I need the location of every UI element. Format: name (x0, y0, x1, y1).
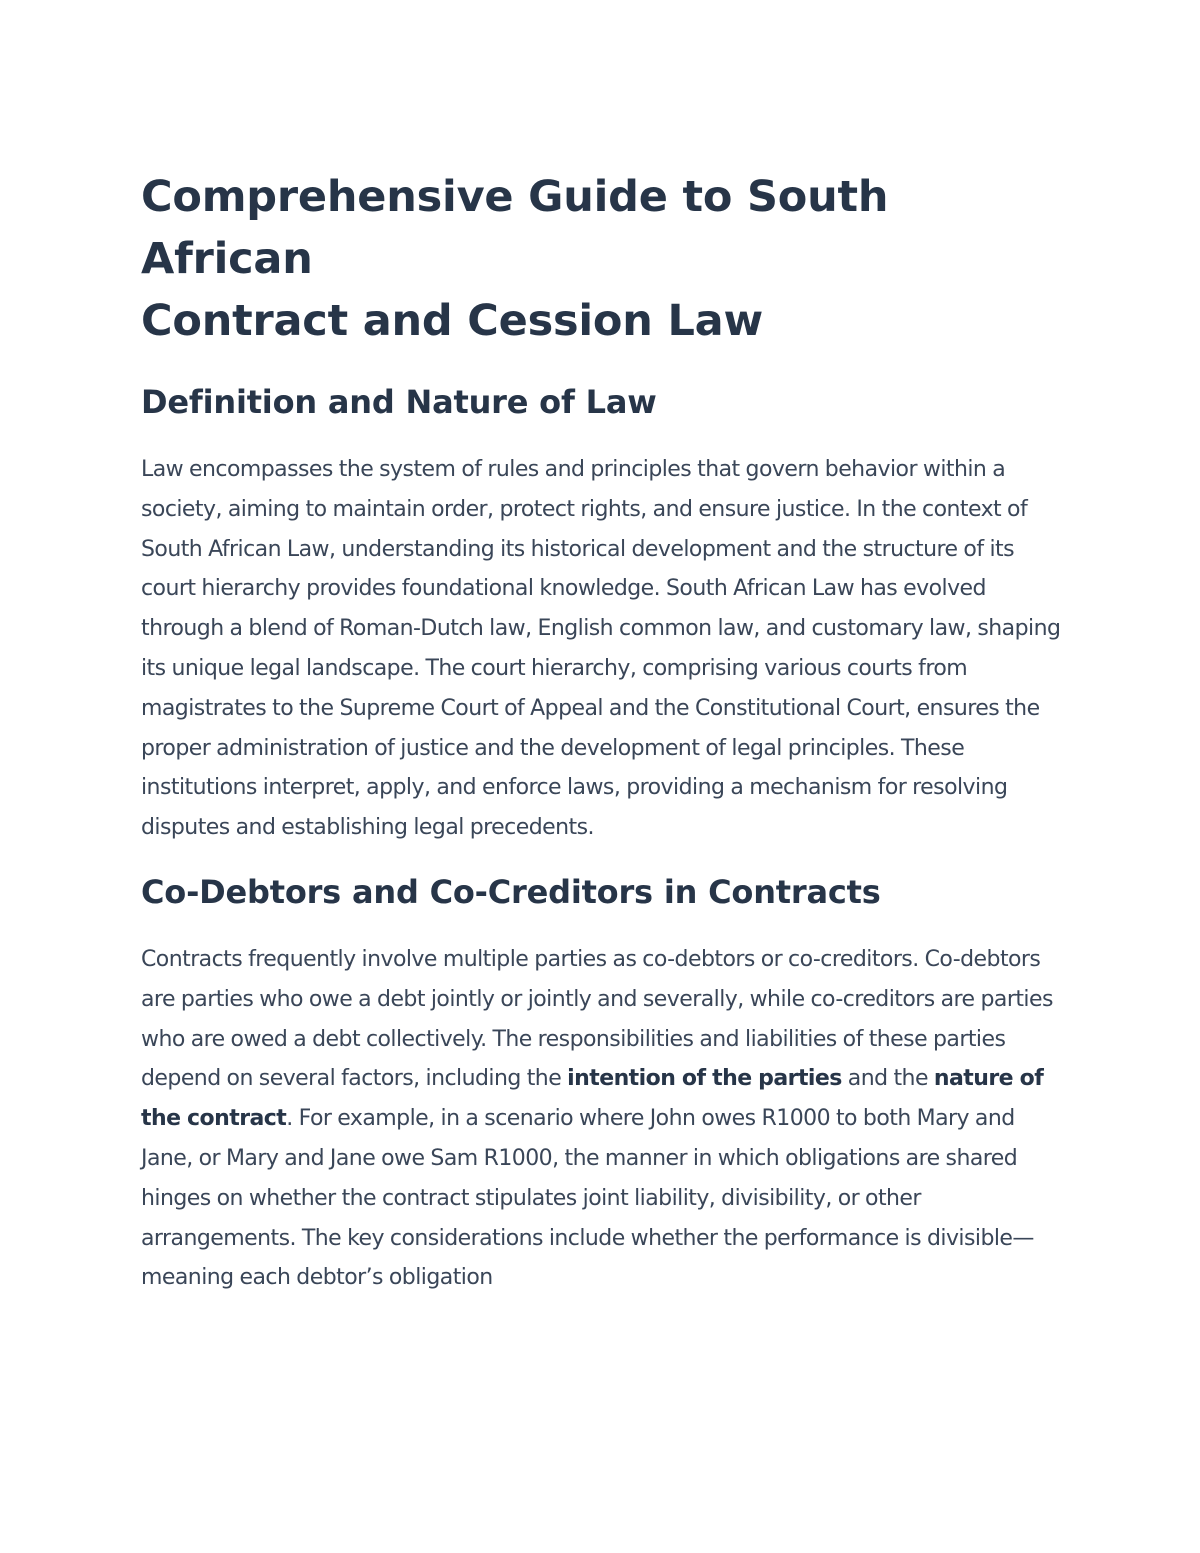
section-heading-co-debtors: Co-Debtors and Co-Creditors in Contracts (141, 872, 881, 911)
bold-phrase-nature: nature of the contract (141, 1066, 1044, 1132)
section-paragraph-definition: Law encompasses the system of rules and principles that govern behavior within a society, aiming to maintain order, protect rights, and ensure justice. In the context of South African Law, understanding its historical development and the structure of its court hierarchy provides foundational knowledge. South African Law has evolved through a blend of Roman-Dutch law, English common law, and customary law, shaping its unique legal landscape. The court hierarchy, comprising various courts from magistrates to the Supreme Court of Appeal and the Constitutional Court, ensures the proper administration of justice and the development of legal principles. These institutions interpret, apply, and enforce laws, providing a mechanism for resolving disputes and establishing legal precedents. (141, 457, 1061, 841)
section-heading-definition: Definition and Nature of Law (141, 383, 657, 421)
paragraph-text-part2: and the (841, 1066, 934, 1092)
section-paragraph-co-debtors (141, 940, 1061, 1298)
document-content (141, 166, 1061, 1298)
document-title-line1: Comprehensive Guide to South African (141, 172, 889, 284)
bold-phrase-intention: intention of the parties (567, 1066, 842, 1092)
paragraph-text-part3: . For example, in a scenario where John owes R1000 to both Mary and Jane, or Mary and Jane owe Sam R1000, the manner in which obligations are shared hinges on whether the contract stipulates joint liability, divisibility, or other arrangements. The key considerations include whether the performance is divisible—meaning each debtor’s obligation (141, 1106, 1034, 1291)
document-title-line2: Contract and Cession Law (141, 296, 763, 346)
document-title (141, 166, 1061, 352)
paragraph-text-part1: Contracts frequently involve multiple parties as co-debtors or co-creditors. Co-debtors are parties who owe a debt jointly or jointly and severally, while co-creditors are parties who are owed a debt collectively. The responsibilities and liabilities of these parties depend on several factors, including the (141, 946, 1053, 1092)
